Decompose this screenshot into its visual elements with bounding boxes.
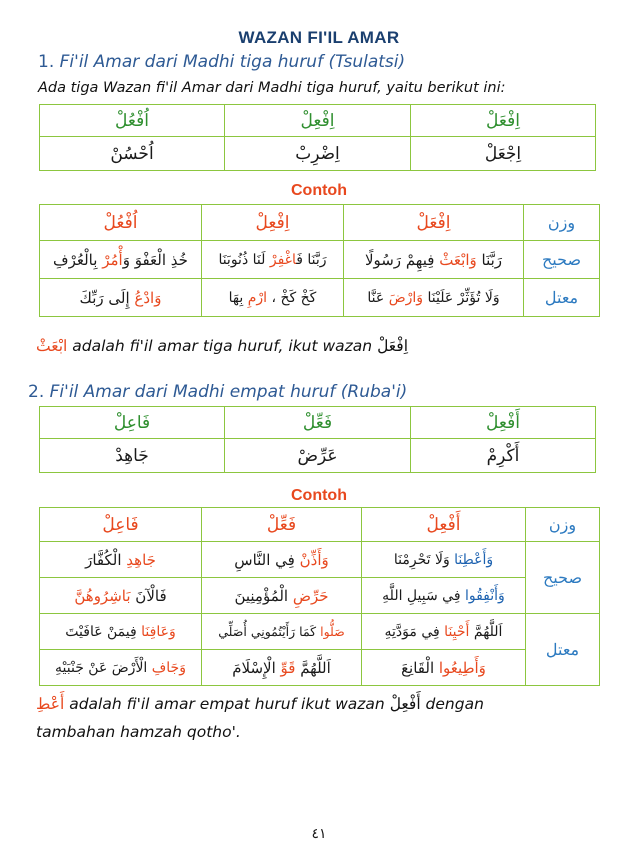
contoh-header: فَعِّلْ (202, 508, 362, 542)
wazan-example: جَاهِدْ (40, 439, 225, 473)
contoh-cell: وَعَافِنَا فِيمَنْ عَافَيْتَ (40, 614, 202, 650)
contoh-cell: خُذِ الْعَفْوَ وَأْمُرْ بِالْعُرْفِ (40, 241, 202, 279)
contoh-cell: رَبَّنَا وَابْعَثْ فِيهِمْ رَسُولًا (344, 241, 524, 279)
row-label-mutal: معتل (524, 279, 600, 317)
wazan-example: عَرِّضْ (225, 439, 411, 473)
section1-heading (38, 52, 405, 72)
wazan-example: اُحْسُنْ (40, 137, 225, 171)
note-line2: tambahan hamzah qotho'. (36, 723, 241, 741)
note-text-end: dengan (420, 695, 484, 713)
note-text: adalah fi'il amar empat huruf ikut wazan (64, 695, 390, 713)
wazan-header: فَاعِلْ (40, 407, 225, 439)
section2-number: 2. (28, 382, 45, 402)
note-text: adalah fi'il amar tiga huruf, ikut wazan (67, 337, 378, 355)
contoh-cell: اَللَّهُمَّ أَحْيِنَا فِي مَوَدَّتِهِ (362, 614, 526, 650)
section1-heading-text: Fi'il Amar dari Madhi tiga huruf (Tsulatsi) (59, 52, 406, 72)
contoh-cell: وَأَعْطِنَا وَلَا تَحْرِمْنَا (362, 542, 526, 578)
contoh-label: Contoh (291, 487, 347, 504)
contoh-cell: وَأَطِيعُوا الْقَانِعَ (362, 650, 526, 686)
contoh-cell: فَالْآنَ بَاشِرُوهُنَّ (40, 578, 202, 614)
wazan-table-tsulatsi (39, 104, 596, 171)
contoh-cell: اَللَّهُمَّ قَوِّ الْإِسْلَامَ (202, 650, 362, 686)
contoh-header: اِفْعِلْ (202, 205, 344, 241)
section2-note (36, 690, 606, 746)
wazan-table-rubai (39, 406, 596, 473)
section1-note (36, 332, 408, 360)
contoh-cell: وَأَنْفِقُوا فِي سَبِيلِ اللَّهِ (362, 578, 526, 614)
contoh-header: أَفْعِلْ (362, 508, 526, 542)
wazan-example: اِضْرِبْ (225, 137, 411, 171)
note-highlight: ابْعَثْ (36, 337, 68, 355)
wazan-column-label: وزن (524, 205, 600, 241)
row-label-sahih: صحيح (526, 542, 600, 614)
wazan-header: اُفْعُلْ (40, 105, 225, 137)
wazan-header: أَفْعِلْ (411, 407, 596, 439)
wazan-column-label: وزن (526, 508, 600, 542)
contoh-header: اُفْعُلْ (40, 205, 202, 241)
page-number: ٤١ (311, 826, 327, 842)
wazan-example: اِجْعَلْ (411, 137, 596, 171)
contoh-header: اِفْعَلْ (344, 205, 524, 241)
section1-number: 1. (38, 52, 55, 72)
note-wazan: أَفْعِلْ (389, 695, 421, 713)
row-label-sahih: صحيح (524, 241, 600, 279)
wazan-header: اِفْعَلْ (411, 105, 596, 137)
contoh-cell: جَاهِدِ الْكُفَّارَ (40, 542, 202, 578)
wazan-header: فَعِّلْ (225, 407, 411, 439)
contoh-table-rubai (39, 507, 600, 686)
page-title: WAZAN FI'IL AMAR (238, 28, 400, 47)
contoh-cell: حَرِّضِ الْمُؤْمِنِينَ (202, 578, 362, 614)
contoh-cell: وَجَافِ الْأَرْضَ عَنْ جَنْبَيْهِ (40, 650, 202, 686)
contoh-table-tsulatsi (39, 204, 600, 317)
contoh-header: فَاعِلْ (40, 508, 202, 542)
contoh-cell: صَلُّوا كَمَا رَأَيْتُمُونِي أُصَلِّي (202, 614, 362, 650)
section2-heading (28, 382, 407, 402)
wazan-example: أَكْرِمْ (411, 439, 596, 473)
wazan-header: اِفْعِلْ (225, 105, 411, 137)
note-highlight: أَعْطِ (36, 695, 65, 713)
section1-intro: Ada tiga Wazan fi'il Amar dari Madhi tiga huruf, yaitu berikut ini: (38, 80, 506, 96)
contoh-cell: رَبَّنَا فَاغْفِرْ لَنَا ذُنُوبَنَا (202, 241, 344, 279)
note-wazan: اِفْعَلْ (377, 337, 408, 355)
row-label-mutal: معتل (526, 614, 600, 686)
contoh-cell: وَادْعُ إِلَى رَبِّكَ (40, 279, 202, 317)
contoh-label: Contoh (291, 182, 347, 199)
contoh-cell: كَخْ كَخْ ، ارْمِ بِهَا (202, 279, 344, 317)
section2-heading-text: Fi'il Amar dari Madhi empat huruf (Ruba'i) (49, 382, 408, 402)
contoh-cell: وَلَا تُؤَثِّرْ عَلَيْنَا وَارْضَ عَنَّا (344, 279, 524, 317)
contoh-cell: وَأَذِّنْ فِي النَّاسِ (202, 542, 362, 578)
